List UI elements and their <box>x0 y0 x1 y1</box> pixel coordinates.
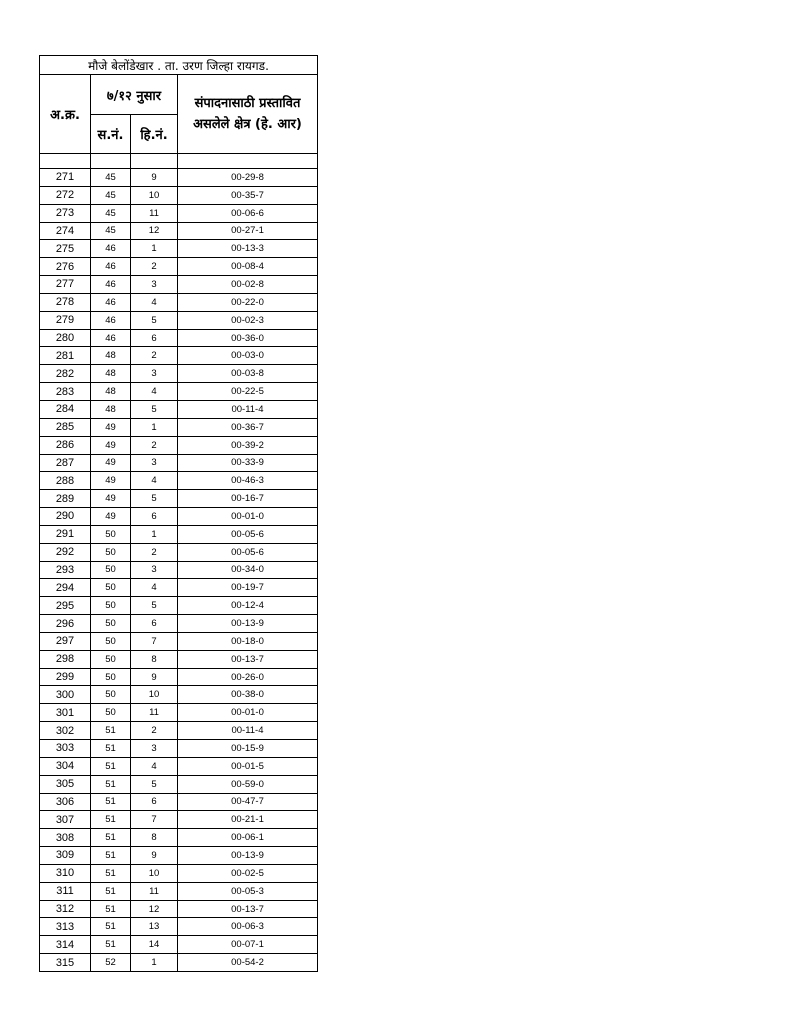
hissa-no-cell: 9 <box>131 668 178 686</box>
serial-cell: 282 <box>40 365 91 383</box>
hissa-no-cell: 7 <box>131 811 178 829</box>
serial-cell: 278 <box>40 293 91 311</box>
survey-no-cell: 46 <box>91 258 131 276</box>
table-row <box>40 722 318 740</box>
serial-cell: 277 <box>40 276 91 294</box>
area-header <box>178 75 318 154</box>
table-row <box>40 704 318 722</box>
table-row <box>40 204 318 222</box>
hissa-no-cell: 1 <box>131 954 178 972</box>
area-cell: 00-22-5 <box>178 383 318 401</box>
serial-cell: 291 <box>40 525 91 543</box>
survey-no-cell: 51 <box>91 740 131 758</box>
area-cell: 00-27-1 <box>178 222 318 240</box>
serial-cell: 306 <box>40 793 91 811</box>
serial-cell: 295 <box>40 597 91 615</box>
area-cell: 00-18-0 <box>178 632 318 650</box>
hissa-no-cell: 3 <box>131 365 178 383</box>
hissa-no-cell: 10 <box>131 686 178 704</box>
survey-no-cell: 49 <box>91 490 131 508</box>
area-cell: 00-11-4 <box>178 400 318 418</box>
serial-cell: 288 <box>40 472 91 490</box>
hissa-no-cell: 12 <box>131 222 178 240</box>
area-cell: 00-13-7 <box>178 650 318 668</box>
area-cell: 00-12-4 <box>178 597 318 615</box>
hissa-no-cell: 1 <box>131 418 178 436</box>
serial-cell: 293 <box>40 561 91 579</box>
survey-no-cell: 49 <box>91 508 131 526</box>
serial-cell: 287 <box>40 454 91 472</box>
hissa-no-cell: 11 <box>131 882 178 900</box>
table-body <box>40 169 318 972</box>
survey-no-cell: 52 <box>91 954 131 972</box>
table-row <box>40 311 318 329</box>
serial-cell: 283 <box>40 383 91 401</box>
survey-no-cell: 50 <box>91 579 131 597</box>
table-row <box>40 186 318 204</box>
hissa-no-cell: 8 <box>131 829 178 847</box>
table-row <box>40 222 318 240</box>
table-row <box>40 847 318 865</box>
hissa-no-cell: 7 <box>131 632 178 650</box>
survey-no-cell: 45 <box>91 204 131 222</box>
serial-cell: 313 <box>40 918 91 936</box>
table-row <box>40 329 318 347</box>
area-cell: 00-13-9 <box>178 847 318 865</box>
table-row <box>40 686 318 704</box>
area-cell: 00-01-0 <box>178 704 318 722</box>
hissa-no-cell: 3 <box>131 740 178 758</box>
survey-no-cell: 49 <box>91 418 131 436</box>
village-title: मौजे बेलोंडेखार . ता. उरण जिल्हा रायगड. <box>40 56 318 75</box>
hissa-no-cell: 2 <box>131 347 178 365</box>
hissa-no-cell: 10 <box>131 864 178 882</box>
hissa-no-cell: 4 <box>131 293 178 311</box>
serial-cell: 301 <box>40 704 91 722</box>
survey-no-cell: 50 <box>91 704 131 722</box>
hissa-no-cell: 3 <box>131 276 178 294</box>
serial-cell: 281 <box>40 347 91 365</box>
table-row <box>40 811 318 829</box>
land-area-table <box>39 55 318 972</box>
table-row <box>40 418 318 436</box>
area-cell: 00-26-0 <box>178 668 318 686</box>
survey-no-cell: 49 <box>91 472 131 490</box>
survey-no-cell: 51 <box>91 864 131 882</box>
survey-no-cell: 50 <box>91 543 131 561</box>
hissa-no-cell: 3 <box>131 454 178 472</box>
hissa-no-cell: 11 <box>131 704 178 722</box>
table-row <box>40 383 318 401</box>
table-row <box>40 508 318 526</box>
hissa-no-cell: 5 <box>131 311 178 329</box>
table-row <box>40 775 318 793</box>
survey-no-cell: 45 <box>91 169 131 187</box>
table-row <box>40 829 318 847</box>
area-cell: 00-47-7 <box>178 793 318 811</box>
hissa-no-cell: 9 <box>131 169 178 187</box>
header-spacer-row <box>40 154 318 169</box>
serial-cell: 298 <box>40 650 91 668</box>
table-row <box>40 169 318 187</box>
hissa-no-cell: 3 <box>131 561 178 579</box>
table-row <box>40 740 318 758</box>
area-cell: 00-08-4 <box>178 258 318 276</box>
area-cell: 00-29-8 <box>178 169 318 187</box>
area-cell: 00-05-6 <box>178 525 318 543</box>
serial-cell: 310 <box>40 864 91 882</box>
table-row <box>40 668 318 686</box>
serial-cell: 305 <box>40 775 91 793</box>
serial-header: अ.क्र. <box>40 75 91 154</box>
area-cell: 00-46-3 <box>178 472 318 490</box>
survey-no-cell: 51 <box>91 775 131 793</box>
survey-no-cell: 45 <box>91 186 131 204</box>
survey-no-cell: 46 <box>91 276 131 294</box>
table-row <box>40 240 318 258</box>
area-header-line1: संपादनासाठी प्रस्तावित <box>194 96 301 111</box>
survey-no-cell: 46 <box>91 311 131 329</box>
hissa-no-cell: 4 <box>131 757 178 775</box>
hissa-no-cell: 6 <box>131 329 178 347</box>
area-cell: 00-13-9 <box>178 615 318 633</box>
survey-no-cell: 51 <box>91 882 131 900</box>
table-row <box>40 793 318 811</box>
area-header-line2: असलेले क्षेत्र (हे. आर) <box>193 117 302 132</box>
serial-cell: 315 <box>40 954 91 972</box>
area-cell: 00-36-0 <box>178 329 318 347</box>
serial-cell: 276 <box>40 258 91 276</box>
serial-cell: 292 <box>40 543 91 561</box>
serial-cell: 271 <box>40 169 91 187</box>
hissa-no-cell: 9 <box>131 847 178 865</box>
serial-cell: 312 <box>40 900 91 918</box>
area-cell: 00-01-0 <box>178 508 318 526</box>
serial-cell: 275 <box>40 240 91 258</box>
hissa-no-cell: 2 <box>131 436 178 454</box>
area-cell: 00-07-1 <box>178 936 318 954</box>
area-cell: 00-05-6 <box>178 543 318 561</box>
survey-no-cell: 49 <box>91 436 131 454</box>
serial-cell: 297 <box>40 632 91 650</box>
area-cell: 00-01-5 <box>178 757 318 775</box>
table-row <box>40 900 318 918</box>
serial-cell: 302 <box>40 722 91 740</box>
survey-no-cell: 46 <box>91 240 131 258</box>
area-cell: 00-38-0 <box>178 686 318 704</box>
table-row <box>40 454 318 472</box>
serial-cell: 314 <box>40 936 91 954</box>
hissa-no-cell: 14 <box>131 936 178 954</box>
area-cell: 00-11-4 <box>178 722 318 740</box>
area-cell: 00-34-0 <box>178 561 318 579</box>
table-row <box>40 543 318 561</box>
serial-cell: 274 <box>40 222 91 240</box>
serial-cell: 296 <box>40 615 91 633</box>
survey-no-cell: 49 <box>91 454 131 472</box>
area-cell: 00-13-7 <box>178 900 318 918</box>
area-cell: 00-22-0 <box>178 293 318 311</box>
survey-no-cell: 51 <box>91 829 131 847</box>
serial-cell: 304 <box>40 757 91 775</box>
survey-no-cell: 50 <box>91 615 131 633</box>
hissa-no-cell: 4 <box>131 579 178 597</box>
survey-no-cell: 45 <box>91 222 131 240</box>
hissa-no-cell: 6 <box>131 793 178 811</box>
table-row <box>40 472 318 490</box>
record-group-header: ७/१२ नुसार <box>91 75 178 115</box>
area-cell: 00-36-7 <box>178 418 318 436</box>
survey-no-cell: 51 <box>91 811 131 829</box>
serial-cell: 300 <box>40 686 91 704</box>
survey-no-cell: 51 <box>91 918 131 936</box>
area-cell: 00-39-2 <box>178 436 318 454</box>
table-row <box>40 597 318 615</box>
table-row <box>40 632 318 650</box>
survey-no-cell: 50 <box>91 668 131 686</box>
serial-cell: 272 <box>40 186 91 204</box>
table-row <box>40 650 318 668</box>
survey-no-cell: 50 <box>91 650 131 668</box>
area-cell: 00-05-3 <box>178 882 318 900</box>
area-cell: 00-33-9 <box>178 454 318 472</box>
hissa-no-cell: 10 <box>131 186 178 204</box>
area-cell: 00-59-0 <box>178 775 318 793</box>
table-row <box>40 882 318 900</box>
serial-cell: 289 <box>40 490 91 508</box>
area-cell: 00-03-0 <box>178 347 318 365</box>
table-row <box>40 347 318 365</box>
serial-cell: 294 <box>40 579 91 597</box>
area-cell: 00-19-7 <box>178 579 318 597</box>
survey-no-cell: 51 <box>91 793 131 811</box>
survey-no-cell: 51 <box>91 900 131 918</box>
table-header <box>40 56 318 169</box>
area-cell: 00-06-3 <box>178 918 318 936</box>
serial-cell: 285 <box>40 418 91 436</box>
survey-no-cell: 48 <box>91 400 131 418</box>
area-cell: 00-54-2 <box>178 954 318 972</box>
hissa-no-cell: 6 <box>131 508 178 526</box>
hissa-no-cell: 1 <box>131 240 178 258</box>
survey-no-cell: 46 <box>91 293 131 311</box>
survey-no-cell: 50 <box>91 597 131 615</box>
hissa-no-cell: 5 <box>131 597 178 615</box>
area-cell: 00-02-5 <box>178 864 318 882</box>
area-cell: 00-06-1 <box>178 829 318 847</box>
hissa-no-header: हि.नं. <box>131 115 178 154</box>
hissa-no-cell: 2 <box>131 543 178 561</box>
area-cell: 00-02-3 <box>178 311 318 329</box>
table-row <box>40 258 318 276</box>
serial-cell: 284 <box>40 400 91 418</box>
survey-no-cell: 50 <box>91 525 131 543</box>
area-cell: 00-16-7 <box>178 490 318 508</box>
table-row <box>40 490 318 508</box>
area-cell: 00-13-3 <box>178 240 318 258</box>
hissa-no-cell: 4 <box>131 383 178 401</box>
survey-no-cell: 50 <box>91 561 131 579</box>
serial-cell: 273 <box>40 204 91 222</box>
hissa-no-cell: 12 <box>131 900 178 918</box>
serial-cell: 303 <box>40 740 91 758</box>
table-row <box>40 918 318 936</box>
hissa-no-cell: 1 <box>131 525 178 543</box>
area-cell: 00-35-7 <box>178 186 318 204</box>
table-row <box>40 525 318 543</box>
survey-no-cell: 51 <box>91 722 131 740</box>
area-cell: 00-21-1 <box>178 811 318 829</box>
table-row <box>40 936 318 954</box>
area-cell: 00-06-6 <box>178 204 318 222</box>
hissa-no-cell: 13 <box>131 918 178 936</box>
area-cell: 00-02-8 <box>178 276 318 294</box>
hissa-no-cell: 5 <box>131 400 178 418</box>
survey-no-header: स.नं. <box>91 115 131 154</box>
table-row <box>40 436 318 454</box>
hissa-no-cell: 8 <box>131 650 178 668</box>
table-row <box>40 276 318 294</box>
table-row <box>40 954 318 972</box>
survey-no-cell: 51 <box>91 847 131 865</box>
table-row <box>40 400 318 418</box>
table-row <box>40 757 318 775</box>
serial-cell: 280 <box>40 329 91 347</box>
hissa-no-cell: 5 <box>131 490 178 508</box>
hissa-no-cell: 2 <box>131 722 178 740</box>
table-row <box>40 864 318 882</box>
serial-cell: 290 <box>40 508 91 526</box>
hissa-no-cell: 6 <box>131 615 178 633</box>
table-row <box>40 365 318 383</box>
hissa-no-cell: 2 <box>131 258 178 276</box>
serial-cell: 309 <box>40 847 91 865</box>
hissa-no-cell: 4 <box>131 472 178 490</box>
hissa-no-cell: 5 <box>131 775 178 793</box>
serial-cell: 307 <box>40 811 91 829</box>
serial-cell: 308 <box>40 829 91 847</box>
area-cell: 00-15-9 <box>178 740 318 758</box>
table-row <box>40 293 318 311</box>
survey-no-cell: 48 <box>91 365 131 383</box>
survey-no-cell: 50 <box>91 686 131 704</box>
table-row <box>40 615 318 633</box>
serial-cell: 311 <box>40 882 91 900</box>
survey-no-cell: 46 <box>91 329 131 347</box>
survey-no-cell: 51 <box>91 757 131 775</box>
area-cell: 00-03-8 <box>178 365 318 383</box>
table-row <box>40 579 318 597</box>
serial-cell: 286 <box>40 436 91 454</box>
serial-cell: 279 <box>40 311 91 329</box>
hissa-no-cell: 11 <box>131 204 178 222</box>
survey-no-cell: 48 <box>91 383 131 401</box>
survey-no-cell: 48 <box>91 347 131 365</box>
table-row <box>40 561 318 579</box>
serial-cell: 299 <box>40 668 91 686</box>
survey-no-cell: 51 <box>91 936 131 954</box>
survey-no-cell: 50 <box>91 632 131 650</box>
